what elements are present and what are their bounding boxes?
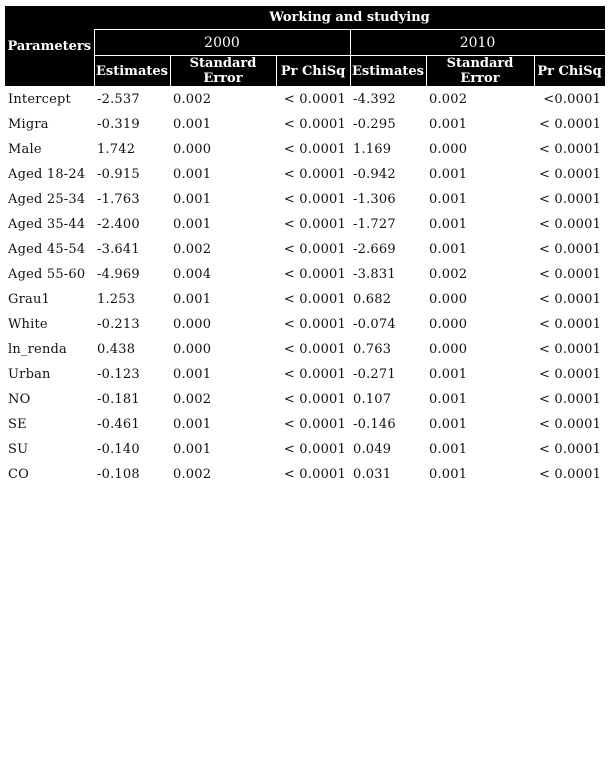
table-row [5, 412, 605, 437]
estimate-2010: 0.682 [353, 292, 392, 307]
pr-chisq-2010: < 0.0001 [538, 442, 602, 457]
std-error-2000: 0.001 [173, 167, 212, 182]
pr-chisq-2010: < 0.0001 [538, 217, 602, 232]
estimate-2000: 0.438 [97, 342, 136, 357]
std-error-2010: 0.001 [429, 392, 468, 407]
std-error-2010: 0.001 [429, 192, 468, 207]
param-cell: Aged 18-24 [8, 167, 86, 182]
table-row [5, 387, 605, 412]
col-standard-error-2010: Standard Error [426, 56, 534, 87]
table-row [5, 237, 605, 262]
param-cell: Urban [8, 367, 51, 382]
std-error-2010: 0.001 [429, 117, 468, 132]
pr-chisq-2010: < 0.0001 [538, 292, 602, 307]
estimate-2010: -0.146 [353, 417, 396, 432]
pr-chisq-2000: < 0.0001 [283, 392, 346, 407]
std-error-2000: 0.001 [173, 442, 212, 457]
pr-chisq-2010: < 0.0001 [538, 367, 602, 382]
estimate-2000: 1.742 [97, 142, 136, 157]
std-error-2000: 0.000 [173, 317, 212, 332]
std-error-2010: 0.000 [429, 142, 468, 157]
table-row [5, 262, 605, 287]
col-standard-error-2000: Standard Error [170, 56, 276, 87]
std-error-2000: 0.000 [173, 342, 212, 357]
estimate-2010: -0.074 [353, 317, 396, 332]
col-pr-chisq-2010: Pr ChiSq [534, 56, 605, 87]
pr-chisq-2000: < 0.0001 [283, 142, 346, 157]
std-error-2000: 0.001 [173, 367, 212, 382]
estimate-2010: -1.727 [353, 217, 396, 232]
year-header-2000: 2000 [94, 30, 350, 56]
estimate-2000: -1.763 [97, 192, 140, 207]
estimate-2010: -3.831 [353, 267, 396, 282]
param-cell: NO [8, 392, 31, 407]
estimate-2010: -0.271 [353, 367, 396, 382]
table-row [5, 187, 605, 212]
std-error-2010: 0.001 [429, 217, 468, 232]
pr-chisq-2010: < 0.0001 [538, 342, 602, 357]
table-row [5, 362, 605, 387]
param-cell: Aged 25-34 [8, 192, 86, 207]
estimate-2010: -0.942 [353, 167, 396, 182]
param-cell: SU [8, 442, 29, 457]
param-cell: SE [8, 417, 27, 432]
estimate-2000: -3.641 [97, 242, 140, 257]
pr-chisq-2000: < 0.0001 [283, 242, 346, 257]
table-body [5, 87, 605, 488]
std-error-2000: 0.002 [173, 392, 212, 407]
pr-chisq-2000: < 0.0001 [283, 117, 346, 132]
std-error-2010: 0.001 [429, 467, 468, 482]
estimate-2000: -0.915 [97, 167, 140, 182]
estimate-2000: -0.319 [97, 117, 140, 132]
pr-chisq-2010: <0.0001 [543, 92, 602, 107]
pr-chisq-2000: < 0.0001 [283, 467, 346, 482]
estimate-2000: -4.969 [97, 267, 140, 282]
pr-chisq-2000: < 0.0001 [283, 92, 346, 107]
param-cell: Grau1 [8, 292, 50, 307]
param-cell: Aged 35-44 [8, 217, 86, 232]
estimate-2000: -0.213 [97, 317, 140, 332]
estimate-2000: -0.123 [97, 367, 140, 382]
pr-chisq-2010: < 0.0001 [538, 467, 602, 482]
std-error-2000: 0.000 [173, 142, 212, 157]
pr-chisq-2010: < 0.0001 [538, 267, 602, 282]
estimate-2010: 0.049 [353, 442, 392, 457]
estimate-2000: -0.140 [97, 442, 140, 457]
estimate-2010: -1.306 [353, 192, 396, 207]
estimate-2000: -0.108 [97, 467, 140, 482]
estimate-2000: -2.400 [97, 217, 140, 232]
pr-chisq-2010: < 0.0001 [538, 167, 602, 182]
col-estimates-2000: Estimates [94, 56, 170, 87]
estimate-2010: 0.107 [353, 392, 392, 407]
col-estimates-2010: Estimates [350, 56, 426, 87]
table-row [5, 162, 605, 187]
std-error-2000: 0.002 [173, 242, 212, 257]
table-row [5, 312, 605, 337]
estimate-2010: -0.295 [353, 117, 396, 132]
col-pr-chisq-2000: Pr ChiSq [276, 56, 350, 87]
pr-chisq-2000: < 0.0001 [283, 192, 346, 207]
table-row [5, 287, 605, 312]
pr-chisq-2010: < 0.0001 [538, 142, 602, 157]
std-error-2000: 0.001 [173, 417, 212, 432]
std-error-2000: 0.001 [173, 192, 212, 207]
std-error-2000: 0.001 [173, 117, 212, 132]
param-cell: White [8, 317, 48, 332]
table-row [5, 112, 605, 137]
std-error-2010: 0.001 [429, 167, 468, 182]
estimate-2010: -2.669 [353, 242, 396, 257]
table-row [5, 437, 605, 462]
std-error-2000: 0.004 [173, 267, 212, 282]
estimate-2010: 0.031 [353, 467, 392, 482]
parameters-header: Parameters [5, 6, 94, 87]
param-cell: Migra [8, 117, 49, 132]
pr-chisq-2010: < 0.0001 [538, 192, 602, 207]
table-row [5, 87, 605, 113]
table-row [5, 137, 605, 162]
year-header-2010: 2010 [350, 30, 605, 56]
std-error-2010: 0.001 [429, 417, 468, 432]
pr-chisq-2000: < 0.0001 [283, 417, 346, 432]
pr-chisq-2000: < 0.0001 [283, 442, 346, 457]
pr-chisq-2000: < 0.0001 [283, 267, 346, 282]
pr-chisq-2010: < 0.0001 [538, 317, 602, 332]
std-error-2010: 0.001 [429, 242, 468, 257]
param-cell: Aged 55-60 [8, 267, 86, 282]
std-error-2010: 0.000 [429, 292, 468, 307]
pr-chisq-2000: < 0.0001 [283, 167, 346, 182]
pr-chisq-2010: < 0.0001 [538, 242, 602, 257]
std-error-2000: 0.002 [173, 467, 212, 482]
std-error-2010: 0.000 [429, 342, 468, 357]
std-error-2010: 0.002 [429, 267, 468, 282]
param-cell: ln_renda [8, 342, 67, 357]
std-error-2010: 0.002 [429, 92, 468, 107]
std-error-2010: 0.001 [429, 442, 468, 457]
table-row [5, 337, 605, 362]
estimate-2000: -0.181 [97, 392, 140, 407]
std-error-2000: 0.001 [173, 217, 212, 232]
estimate-2000: -0.461 [97, 417, 140, 432]
std-error-2010: 0.001 [429, 367, 468, 382]
group-header: Working and studying [94, 6, 605, 30]
param-cell: Intercept [8, 92, 71, 107]
estimate-2000: -2.537 [97, 92, 140, 107]
estimate-2000: 1.253 [97, 292, 136, 307]
param-cell: CO [8, 467, 30, 482]
pr-chisq-2000: < 0.0001 [283, 342, 346, 357]
table-row [5, 212, 605, 237]
std-error-2010: 0.000 [429, 317, 468, 332]
pr-chisq-2000: < 0.0001 [283, 367, 346, 382]
pr-chisq-2010: < 0.0001 [538, 417, 602, 432]
pr-chisq-2010: < 0.0001 [538, 392, 602, 407]
estimate-2010: 1.169 [353, 142, 392, 157]
pr-chisq-2000: < 0.0001 [283, 292, 346, 307]
std-error-2000: 0.002 [173, 92, 212, 107]
pr-chisq-2000: < 0.0001 [283, 217, 346, 232]
pr-chisq-2000: < 0.0001 [283, 317, 346, 332]
estimate-2010: -4.392 [353, 92, 396, 107]
estimate-2010: 0.763 [353, 342, 392, 357]
regression-table [5, 5, 606, 487]
param-cell: Aged 45-54 [8, 242, 86, 257]
param-cell: Male [8, 142, 42, 157]
table-row [5, 462, 605, 487]
std-error-2000: 0.001 [173, 292, 212, 307]
pr-chisq-2010: < 0.0001 [538, 117, 602, 132]
